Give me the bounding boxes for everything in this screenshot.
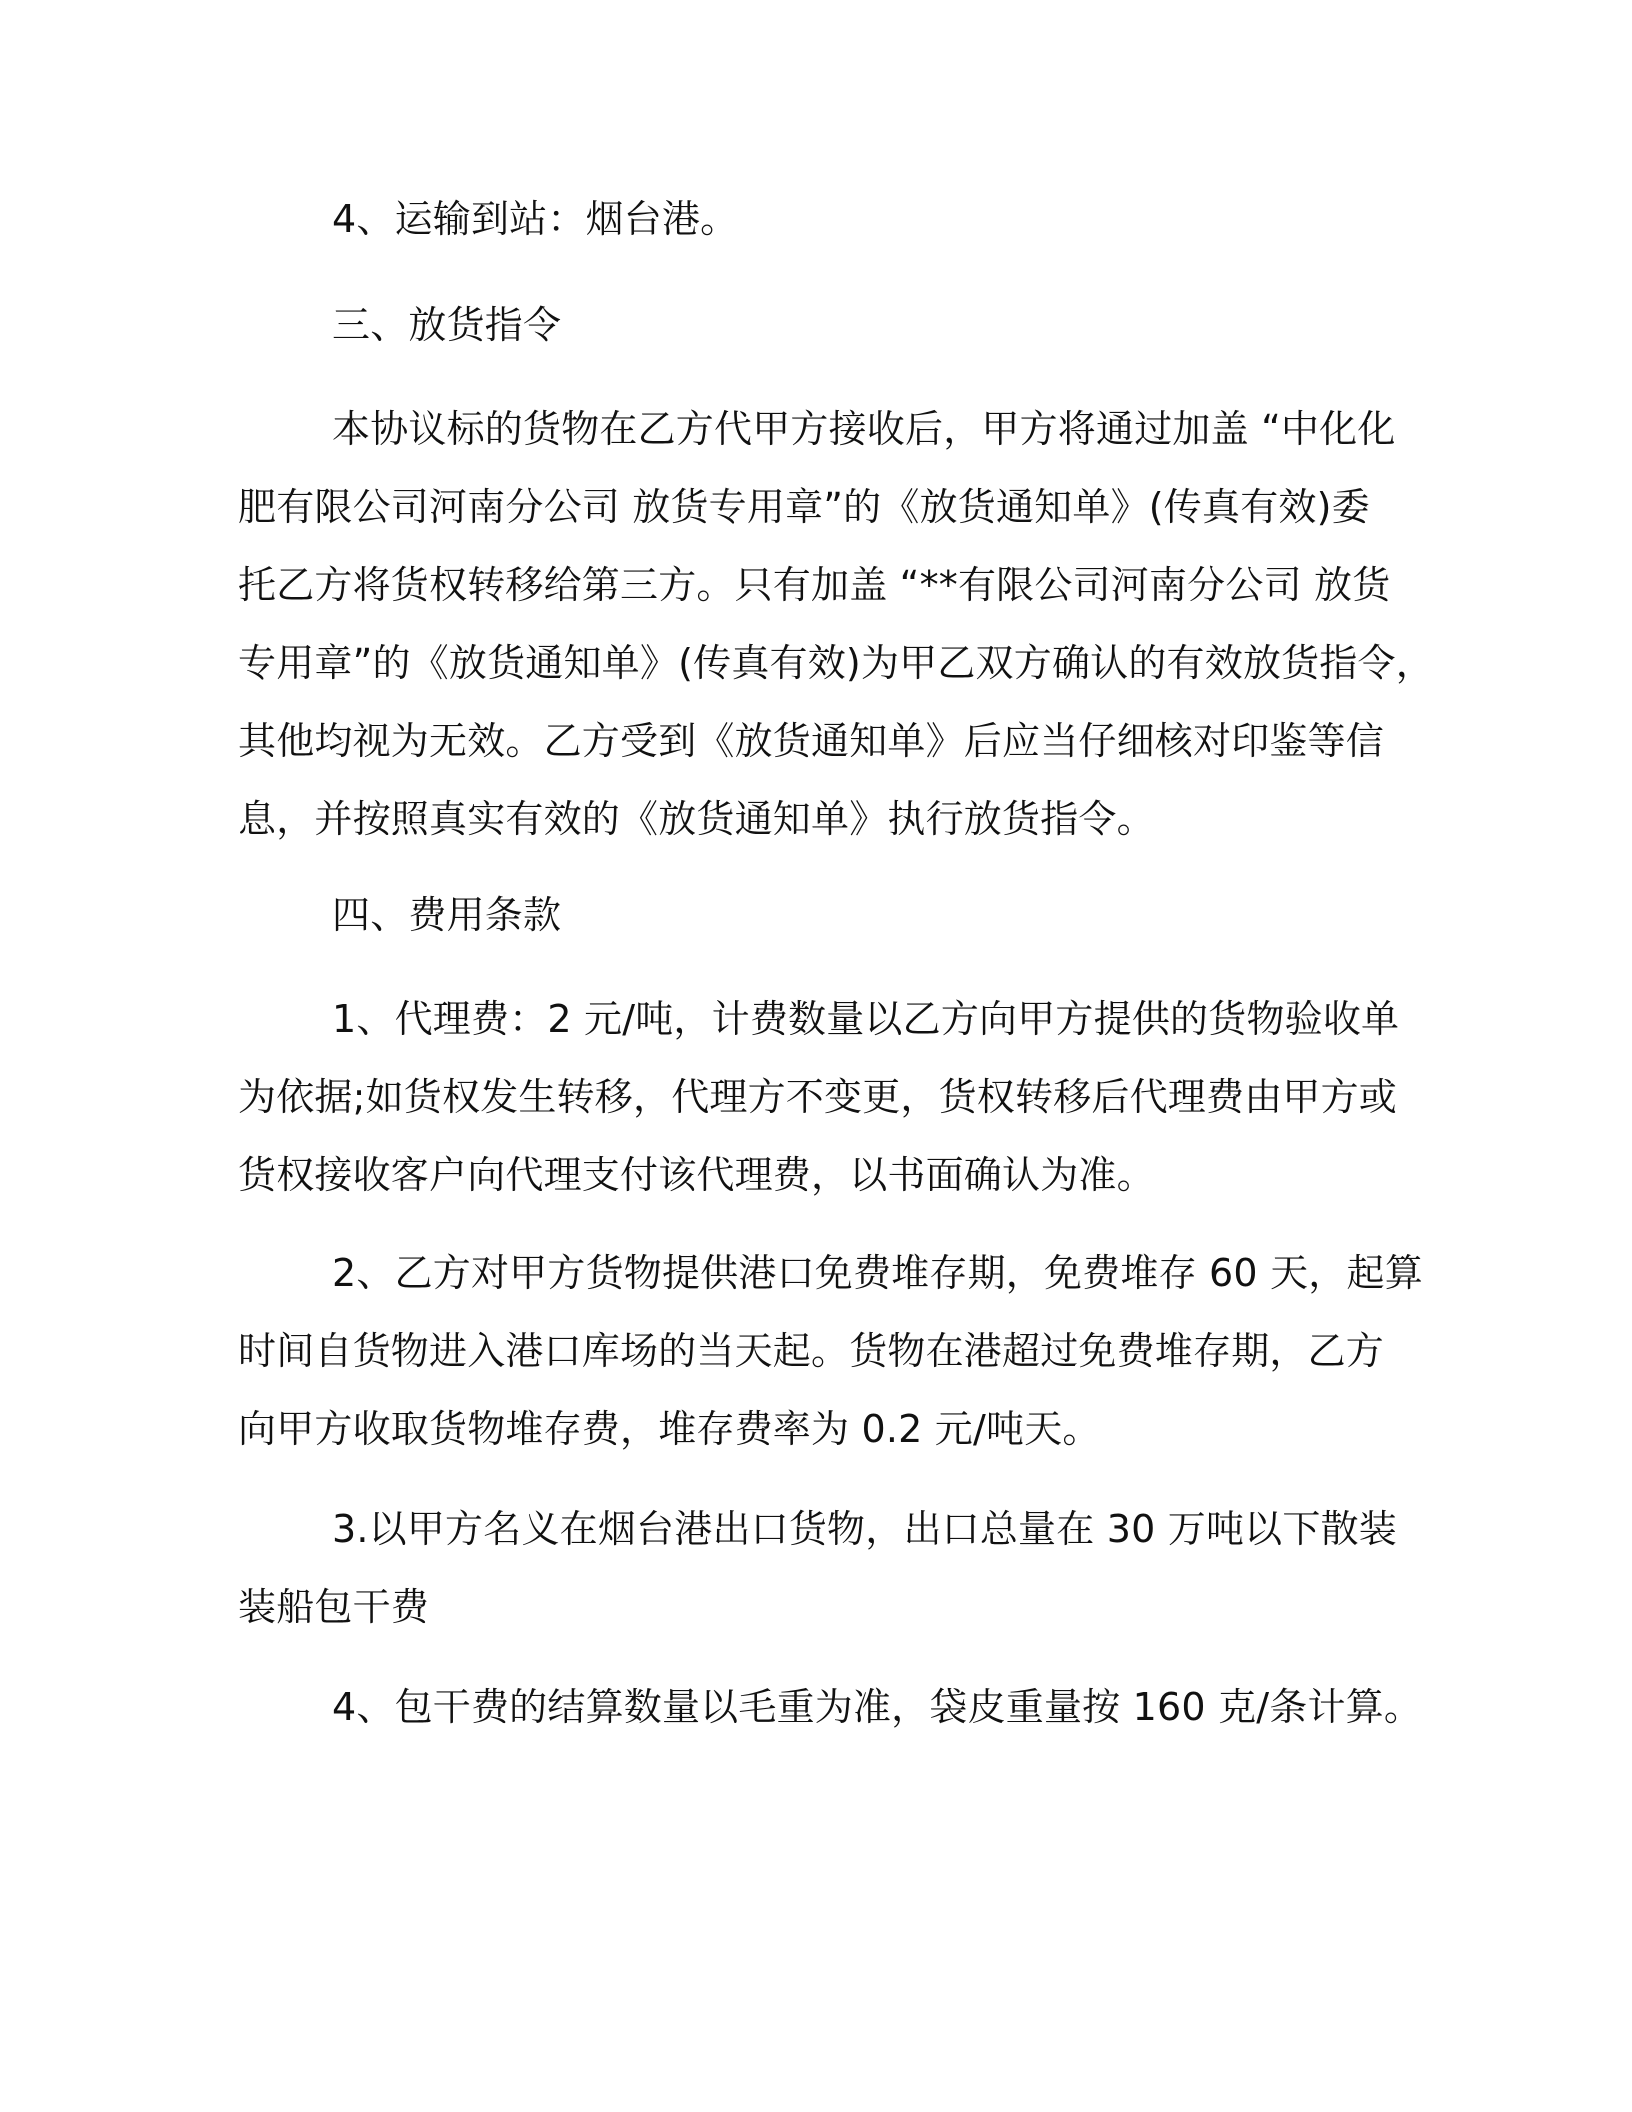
fee-item-3: [238, 1490, 1398, 1646]
section3-paragraph: [238, 390, 1434, 858]
fee2-line-3: 向甲方收取货物堆存费，堆存费率为 0.2 元/吨天。: [238, 1407, 1101, 1451]
fee2-line-1: 2、乙方对甲方货物提供港口免费堆存期，免费堆存 60 天，起算: [332, 1251, 1423, 1295]
item4-transport-text: 4、运输到站：烟台港。: [332, 197, 739, 241]
section4-title-text: 四、费用条款: [332, 893, 562, 937]
fee3-line-2: 装船包干费: [238, 1585, 430, 1629]
section3-line-3: 托乙方将货权转移给第三方。只有加盖 “**有限公司河南分公司 放货: [238, 563, 1391, 607]
section3-title: [238, 286, 1398, 364]
section3-line-6: 息，并按照真实有效的《放货通知单》执行放货指令。: [238, 797, 1155, 841]
section3-line-5: 其他均视为无效。乙方受到《放货通知单》后应当仔细核对印鉴等信: [238, 719, 1385, 763]
item4-transport: [238, 180, 1398, 258]
fee-item-1: [238, 980, 1398, 1214]
fee4-line-1: 4、包干费的结算数量以毛重为准，袋皮重量按 160 克/条计算。: [332, 1685, 1423, 1729]
fee3-line-1: 3.以甲方名义在烟台港出口货物，出口总量在 30 万吨以下散装: [332, 1507, 1397, 1551]
section3-title-text: 三、放货指令: [332, 303, 562, 347]
section3-line-4: 专用章”的《放货通知单》(传真有效)为甲乙双方确认的有效放货指令，: [238, 641, 1434, 685]
fee-item-2: [238, 1234, 1423, 1468]
section3-line-2: 肥有限公司河南分公司 放货专用章”的《放货通知单》(传真有效)委: [238, 485, 1370, 529]
fee2-line-2: 时间自货物进入港口库场的当天起。货物在港超过免费堆存期，乙方: [238, 1329, 1385, 1373]
fee1-line-1: 1、代理费：2 元/吨，计费数量以乙方向甲方提供的货物验收单: [332, 997, 1400, 1041]
section4-title: [238, 876, 1398, 954]
fee1-line-2: 为依据;如货权发生转移，代理方不变更，货权转移后代理费由甲方或: [238, 1075, 1398, 1119]
section3-line-1: 本协议标的货物在乙方代甲方接收后，甲方将通过加盖 “中化化: [332, 407, 1396, 451]
fee1-line-3: 货权接收客户向代理支付该代理费，以书面确认为准。: [238, 1153, 1155, 1197]
fee-item-4: [238, 1668, 1423, 1746]
